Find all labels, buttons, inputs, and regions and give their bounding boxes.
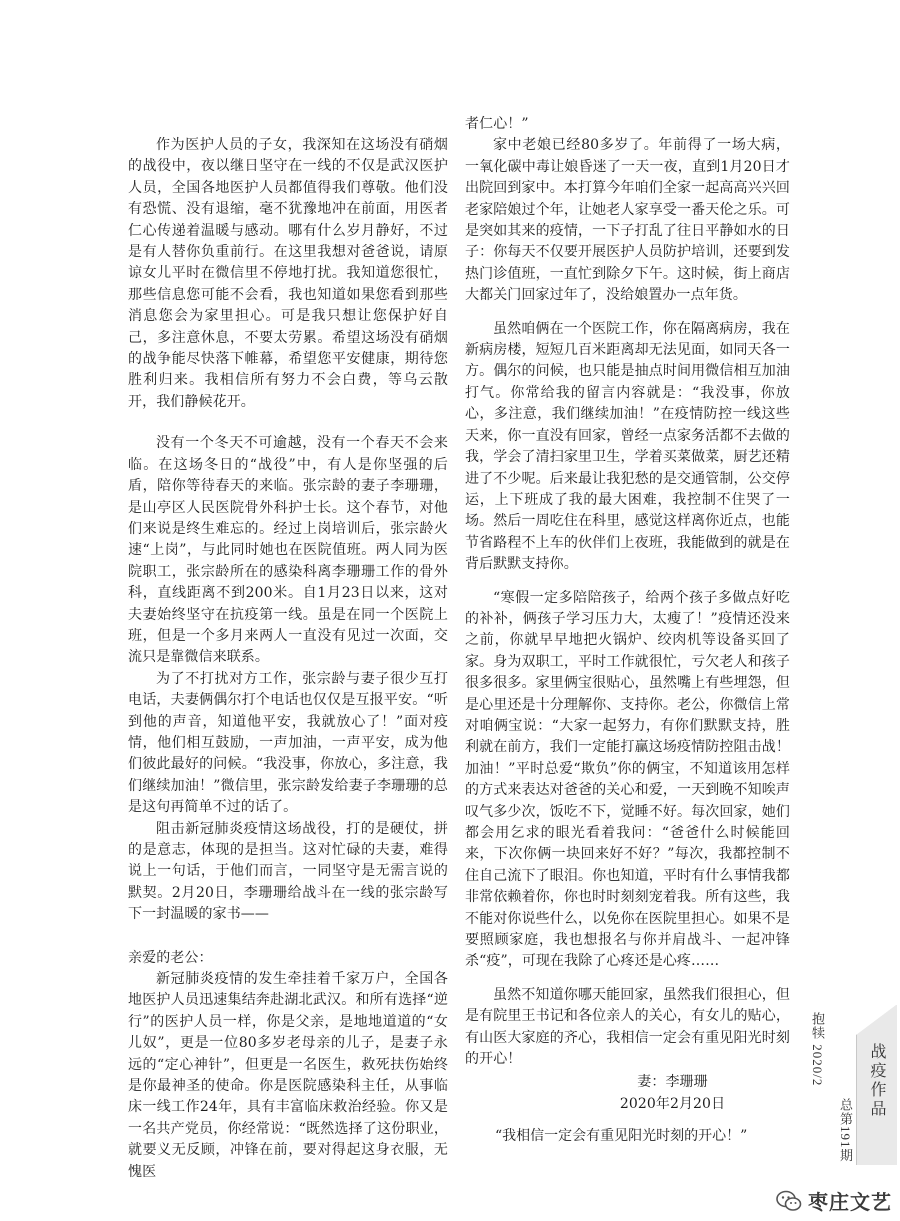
signature-name: 妻：李珊珊 [637, 1074, 708, 1091]
left-column [128, 135, 448, 1183]
total-issue: 总第191期 [838, 1098, 853, 1163]
right-column [465, 114, 790, 1115]
paragraph: “寒假一定多陪陪孩子，给两个孩子多做点好吃的补补，俩孩子学习压力大，太瘦了！”疫情还没来之前，你就早早地把火锅炉、绞肉机等设备买回了家。身为双职工，平时工作就很忙，亏欠老人和孩子很多很多。家里俩宝很贴心，虽然嘴上有些埋怨，但是心里还是十分理解你、支持你。老公，你微信上常对咱俩宝说：“大家一起努力，有你们默默支持，胜利就在前方，我们一定能打赢这场疫情防控阻击战！加油！”平时总爱“欺负”你的俩宝，不知道该用怎样的方式来表达对爸爸的关心和爱，一天到晚不知唉声叹气多少次，饭吃不下，觉睡不好。每次回家，她们都会用乞求的眼光看着我问：“爸爸什么时候能回来，下次你俩一块回来好不好？”每次，我都控制不住自己流下了眼泪。你也知道，平时有什么事情我都非常依赖着你，你也时时刻刻宠着我。所有这些，我不能对你说些什么，以免你在医院里担心。如果不是要照顾家庭，我也想报名与你并肩战斗、一起冲锋杀“疫”，可现在我除了心疼还是心疼…… [465, 589, 790, 970]
watermark-text: 枣庄文艺 [808, 1190, 892, 1214]
paragraph: 虽然咱俩在一个医院工作，你在隔离病房，我在新病房楼，短短几百米距离却无法见面，如同天各一方。偶尔的问候，也只能是抽点时间用微信相互加油打气。你常给我的留言内容就是：“我没事，你放心，多注意，我们继续加油！”在疫情防控一线这些天来，你一直没有回家，曾经一点家务活都不去做的我，学会了清扫家里卫生，学着买菜做菜，厨艺还精进了不少呢。后来最让我犯愁的是交通管制，公交停运，上下班成了我的最大困难，我控制不住哭了一场。然后一周吃住在科里，感觉这样离你近点，也能节省路程不上车的伙伴们上夜班，我能做到的就是在背后默默支持你。 [465, 320, 790, 573]
paragraph: 没有一个冬天不可逾越，没有一个春天不会来临。在这场冬日的“战役”中，有人是你坚强的后盾，陪你等待春天的来临。张宗龄的妻子李珊珊，是山亭区人民医院骨外科护士长。这个春节，对他们来说是终生难忘的。经过上岗培训后，张宗龄火速“上岗”，与此同时她也在医院值班。两人同为医院职工，张宗龄所在的感染科离李珊珊工作的骨外科，直线距离不到200米。自1月23日以来，这对夫妻始终坚守在抗疫第一线。虽是在同一个医院上班，但是一个多月来两人一直没有见过一次面，交流只是靠微信来联系。 [128, 435, 448, 666]
paragraph: 者仁心！” [465, 116, 529, 132]
section-tab-corner [856, 1005, 896, 1035]
paragraph: 新冠肺炎疫情的发生牵挂着千家万户，全国各地医护人员迅速集结奔赴湖北武汉。和所有选择“逆行”的医护人员一样，你是父亲，是地地道道的“女儿奴”，更是一位80多岁老母亲的儿子，是妻子永远的“定心神针”，但更是一名医生，救死扶伤始终是你最神圣的使命。你是医院感染科主任，从事临床一线工作24年，具有丰富临床救治经验。你又是一名共产党员，你经常说：“既然选择了这份职业，就要义无反顾，冲锋在前，要对得起这身衣服，无愧医 [128, 971, 448, 1180]
signature-date: 2020年2月20日 [619, 1095, 726, 1112]
paragraph: 为了不打扰对方工作，张宗龄与妻子很少互打电话，夫妻俩偶尔打个电话也仅仅是互报平安。“听到他的声音，知道他平安，我就放心了！”面对疫情，他们相互鼓励，一声加油，一声平安，成为他们彼此最好的问候。“我没事，你放心，多注意，我们继续加油！”微信里，张宗龄发给妻子李珊珊的总是这句再简单不过的话了。 [128, 670, 448, 816]
section-tab-label: 战疫作品 [868, 1043, 887, 1119]
paragraph: 家中老娘已经80多岁了。年前得了一场大病，一氧化碳中毒让娘昏迷了一天一夜，直到1月20日才出院回到家中。本打算今年咱们全家一起高高兴兴回老家陪娘过个年，让她老人家享受一番天伦之乐。可是突如其来的疫情，一下子打乱了往日平静如水的日子：你每天不仅要开展医护人员防护培训，还要到发热门诊值班，一直忙到除夕下午。这时候，街上商店大都关门回家过年了，没给娘置办一点年货。 [465, 137, 790, 304]
letter-salutation: 亲爱的老公： [128, 949, 213, 966]
wechat-icon [776, 1190, 802, 1212]
paragraph: 阻击新冠肺炎疫情这场战役，打的是硬仗，拼的是意志，体现的是担当。这对忙碌的夫妻，难得说上一句话，于他们而言，一同坚守是无需言说的默契。2月20日，李珊珊给战斗在一线的张宗龄写下一封温暖的家书—— [128, 820, 448, 923]
closing-quote: “我相信一定会有重见阳光时刻的开心！” [495, 1128, 748, 1144]
paragraph: 虽然不知道你哪天能回家，虽然我们很担心，但是有院里王书记和各位亲人的关心，有女儿的贴心，有山医大家庭的齐心，我相信一定会有重见阳光时刻的开心！ [465, 986, 790, 1068]
paragraph: 作为医护人员的子女，我深知在这场没有硝烟的战役中，夜以继日坚守在一线的不仅是武汉医护人员，全国各地医护人员都值得我们尊敬。他们没有恐慌、没有退缩，毫不犹豫地冲在前面，用医者仁心传递着温暖与感动。哪有什么岁月静好，不过是有人替你负重前行。在这里我想对爸爸说，请原谅女儿平时在微信里不停地打扰。我知道您很忙，那些信息您可能不会看，我也知道如果您看到那些消息您会为家里担心。可是我只想让您保护好自己，多注意休息，不要太劳累。希望这场没有硝烟的战争能尽快落下帷幕，希望您平安健康，期待您胜利归来。我相信所有努力不会白费，等乌云散开，我们静候花开。 [128, 137, 448, 410]
journal-issue: 抱犊 2020/2 [810, 1012, 825, 1087]
watermark [776, 1186, 892, 1215]
